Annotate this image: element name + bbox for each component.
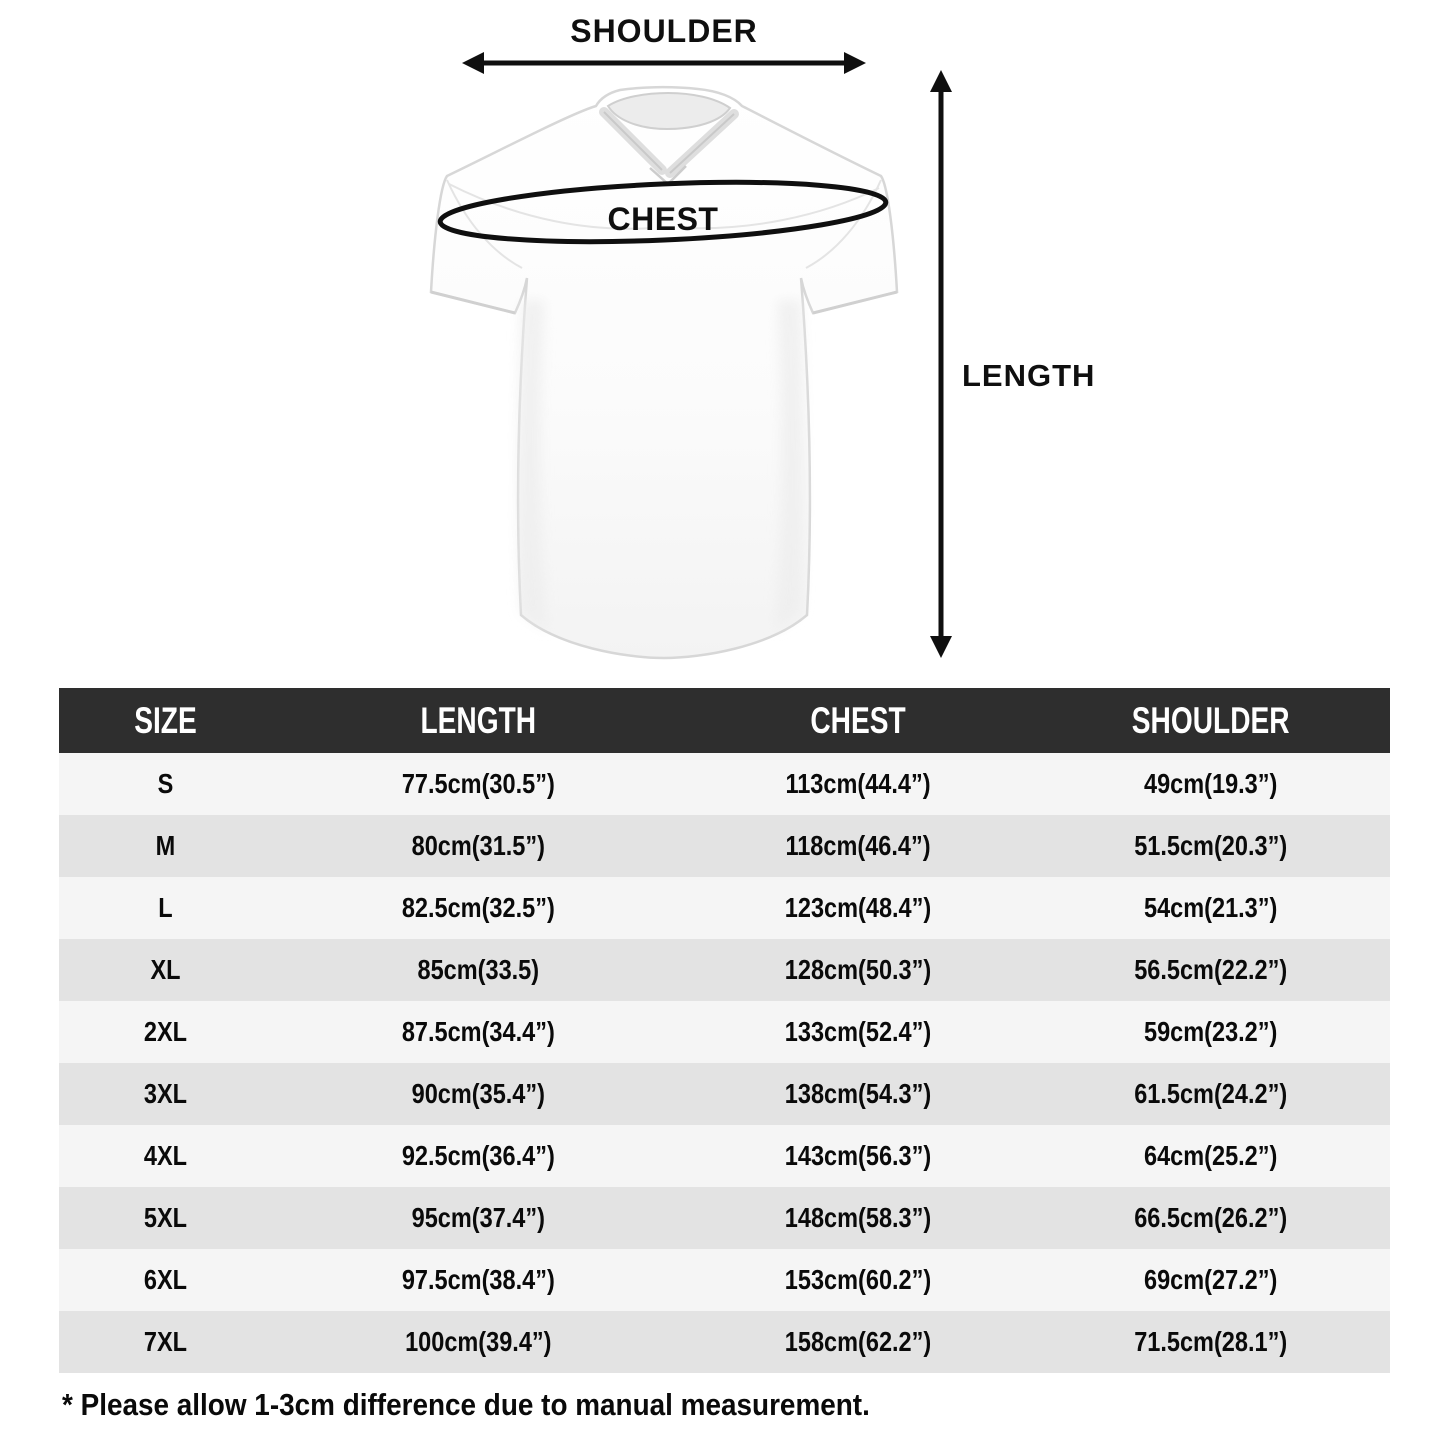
length-cell: 95cm(37.4”) [411,1202,545,1233]
length-cell: 87.5cm(34.4”) [401,1016,555,1047]
table-row [59,1063,1390,1125]
measurement-note: * Please allow 1-3cm difference due to manual measurement. [62,1387,870,1422]
shoulder-cell: 49cm(19.3”) [1143,768,1277,799]
length-cell: 92.5cm(36.4”) [401,1140,555,1171]
size-cell: S [157,768,174,799]
header-chest: CHEST [809,699,906,741]
table-row [59,1001,1390,1063]
chest-cell: 138cm(54.3”) [784,1078,931,1109]
header-row [59,688,1390,753]
shoulder-cell: 51.5cm(20.3”) [1133,830,1287,861]
jersey-graphic [431,87,897,658]
size-table [59,688,1390,1373]
chest-cell: 143cm(56.3”) [784,1140,931,1171]
shoulder-cell: 69cm(27.2”) [1143,1264,1277,1295]
shoulder-label: SHOULDER [570,13,758,49]
shoulder-cell: 61.5cm(24.2”) [1133,1078,1287,1109]
size-cell: M [155,830,176,861]
size-cell: L [158,892,173,923]
shoulder-cell: 71.5cm(28.1”) [1133,1326,1287,1357]
length-cell: 80cm(31.5”) [411,830,545,861]
length-cell: 82.5cm(32.5”) [401,892,555,923]
shoulder-cell: 59cm(23.2”) [1143,1016,1277,1047]
shoulder-cell: 64cm(25.2”) [1143,1140,1277,1171]
table-row [59,877,1390,939]
table-row [59,939,1390,1001]
jersey-illustration [0,0,1445,688]
chest-cell: 113cm(44.4”) [785,768,931,799]
table-row [59,1311,1390,1373]
length-cell: 90cm(35.4”) [411,1078,545,1109]
size-cell: 7XL [143,1326,188,1357]
length-arrow-icon [930,70,952,658]
size-cell: 2XL [143,1016,188,1047]
chest-label: CHEST [607,201,719,237]
size-cell: 6XL [143,1264,188,1295]
size-cell: XL [150,954,181,985]
shoulder-cell: 54cm(21.3”) [1143,892,1277,923]
length-cell: 85cm(33.5) [417,954,540,985]
chest-cell: 128cm(50.3”) [784,954,931,985]
size-cell: 5XL [143,1202,188,1233]
table-row [59,815,1390,877]
size-cell: 3XL [143,1078,188,1109]
table-row [59,1187,1390,1249]
length-cell: 100cm(39.4”) [405,1326,552,1357]
shoulder-arrow-icon [462,52,866,74]
header-length: LENGTH [420,699,537,741]
chest-cell: 133cm(52.4”) [784,1016,931,1047]
chest-cell: 123cm(48.4”) [784,892,931,923]
table-header [59,688,1390,753]
length-label: LENGTH [962,358,1096,393]
table-row [59,753,1390,815]
length-cell: 77.5cm(30.5”) [401,768,555,799]
chest-cell: 148cm(58.3”) [784,1202,931,1233]
length-cell: 97.5cm(38.4”) [401,1264,555,1295]
chest-cell: 118cm(46.4”) [785,830,931,861]
chest-cell: 153cm(60.2”) [784,1264,931,1295]
chest-cell: 158cm(62.2”) [784,1326,931,1357]
measurement-diagram [0,0,1445,688]
header-size: SIZE [134,699,197,741]
header-shoulder: SHOULDER [1131,699,1290,741]
table-row [59,1125,1390,1187]
table-row [59,1249,1390,1311]
shoulder-cell: 56.5cm(22.2”) [1133,954,1287,985]
table-body [59,753,1390,1373]
size-cell: 4XL [143,1140,188,1171]
shoulder-cell: 66.5cm(26.2”) [1133,1202,1287,1233]
